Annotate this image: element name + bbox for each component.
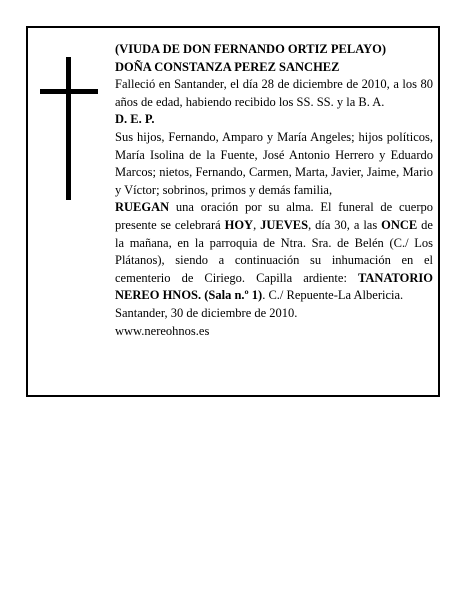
funeral-details <box>115 199 433 305</box>
cross-horizontal-bar <box>40 89 98 94</box>
funeral-text-4: de la mañana, en la parroquia de Ntra. Sra. de Belén (C./ Los Plátanos), siendo a continuación su inhumación en el cementerio de Ciriego. Capilla ardiente: <box>115 217 433 285</box>
jueves-word: JUEVES <box>260 217 309 232</box>
family-list: Sus hijos, Fernando, Amparo y María Angeles; hijos políticos, María Isolina de la Fuente, José Antonio Herrero y Eduardo Marcos; nietos, Fernando, Carmen, Marta, Javier, Jaime, Mario y Víctor; sobrinos, primos y demás familia, <box>115 129 433 197</box>
once-word: ONCE <box>381 217 418 232</box>
website-link[interactable]: www.nereohnos.es <box>115 323 210 338</box>
dep-line: D. E. P. <box>115 112 155 127</box>
cross-vertical-bar <box>66 57 71 200</box>
funeral-text-3: , día 30, a las <box>308 217 382 232</box>
date-line: Santander, 30 de diciembre de 2010. <box>115 305 298 320</box>
widow-header: (VIUDA DE DON FERNANDO ORTIZ PELAYO) <box>115 42 386 56</box>
notice-text <box>115 41 433 340</box>
obituary-notice <box>26 26 440 397</box>
death-announcement: Falleció en Santander, el día 28 de diciembre de 2010, a los 80 años de edad, habiendo recibido los SS. SS. y la B. A. <box>115 77 433 109</box>
funeral-text-5: . C./ Repuente-La Albericia. <box>262 288 404 303</box>
funeral-text-2: , <box>253 217 261 232</box>
ruegan-word: RUEGAN <box>115 200 170 215</box>
deceased-name: DOÑA CONSTANZA PEREZ SANCHEZ <box>115 59 340 74</box>
tanatorio-name: TANATORIO NEREO HNOS. (Sala n.º 1) <box>115 270 433 303</box>
funeral-text-1: una oración por su alma. El funeral de cuerpo presente se celebrará <box>115 200 433 232</box>
cross-icon <box>40 57 98 200</box>
hoy-word: HOY <box>224 217 254 232</box>
